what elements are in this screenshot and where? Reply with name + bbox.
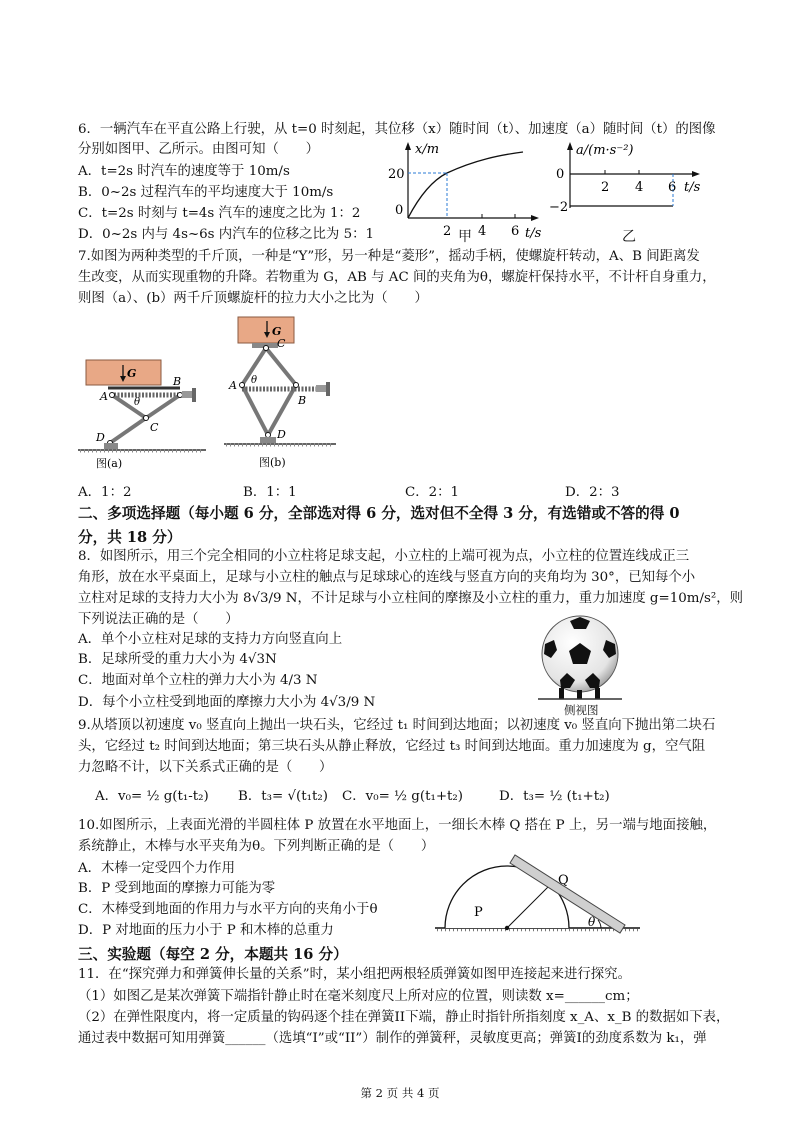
graph-jia-xtick-2: 2 <box>443 224 452 239</box>
q8-figure-caption: 侧视图 <box>564 703 599 717</box>
fig-b-label-b: B <box>298 394 307 407</box>
q9-line3: 力忽略不计，以下关系式正确的是（ ） <box>78 760 333 775</box>
fig-a-label-c: C <box>150 421 159 434</box>
graph-yi <box>548 138 713 228</box>
q9-option-d: D．t₃= ½ (t₁+t₂) <box>499 789 610 804</box>
football-figure <box>530 610 630 710</box>
q11-line4: 通过表中数据可知用弹簧______（选填“I”或“II”）制作的弹簧秤，灵敏度更高；弹簧I的劲度系数为 k₁，弹 <box>78 1031 707 1046</box>
fig-a-label-a: A <box>100 390 108 403</box>
q8-line2: 角形，放在水平桌面上，足球与小立柱的触点与足球球心的连线与竖直方向的夹角均为 30°，已知每个小 <box>78 570 696 585</box>
q7-line1: 7.如图为两种类型的千斤顶，一种是“Y”形，另一种是“菱形”，摇动手柄，使螺旋杆转动，A、B 间距离发 <box>78 249 700 264</box>
graph-yi-xtick-4: 4 <box>635 180 644 195</box>
q9-line1: 9.从塔顶以初速度 v₀ 竖直向上抛出一块石头，它经过 t₁ 时间到达地面；以初速度 v₀ 竖直向下抛出第二块石 <box>78 718 716 733</box>
q11-line1: 11．在“探究弹力和弹簧伸长量的关系”时，某小组把两根轻质弹簧如图甲连接起来进行探究。 <box>78 967 631 982</box>
graph-yi-ylabel: a/(m·s⁻²) <box>576 143 634 158</box>
graph-yi-caption: 乙 <box>622 229 636 245</box>
graph-yi-negtick: −2 <box>549 200 569 215</box>
q6-stem-line2: 分别如图甲、乙所示。由图可知（ ） <box>78 142 320 157</box>
graph-jia-ylabel: x/m <box>415 142 440 157</box>
fig-b-label-a: A <box>229 379 237 392</box>
displacement-curve <box>408 152 523 218</box>
semicylinder-p <box>445 866 569 928</box>
q6-option-b: B．0~2s 过程汽车的平均速度大于 10m/s <box>78 185 334 200</box>
q6-option-a: A．t=2s 时汽车的速度等于 10m/s <box>78 164 290 179</box>
q8-option-b: B．足球所受的重力大小为 4√3N <box>78 652 277 667</box>
q8-option-d: D．每个小立柱受到地面的摩擦力大小为 4√3/9 N <box>78 695 376 710</box>
label-q: Q <box>558 873 569 888</box>
fig-a-label-g: G <box>127 367 137 380</box>
q8-option-a: A．单个小立柱对足球的支持力方向竖直向上 <box>78 632 343 647</box>
fig-b-label-g: G <box>272 325 282 338</box>
q6-option-d: D．0~2s 内与 4s~6s 内汽车的位移之比为 5：1 <box>78 227 375 242</box>
graph-jia-ytick: 20 <box>388 167 405 182</box>
q10-line1: 10.如图所示，上表面光滑的半圆柱体 P 放置在水平地面上，一细长木棒 Q 搭在 P 上，另一端与地面接触， <box>78 818 717 833</box>
section2-heading-line1: 二、多项选择题（每小题 6 分，全部选对得 6 分，选对但不全得 3 分，有选错或不答的得 0 <box>78 505 680 522</box>
section3-heading: 三、实验题（每空 2 分，本题共 16 分） <box>78 946 348 963</box>
jack-figure-a <box>78 355 208 473</box>
graph-yi-xtick-6: 6 <box>668 180 677 195</box>
graph-jia-caption: 甲 <box>458 229 472 245</box>
graph-yi-xlabel: t/s <box>684 180 701 195</box>
q6-stem-line1: 6．一辆汽车在平直公路上行驶，从 t=0 时刻起，其位移（x）随时间（t）、加速度（a）随时间（t）的图像 <box>78 122 716 137</box>
q6-option-c: C．t=2s 时刻与 t=4s 汽车的速度之比为 1：2 <box>78 206 361 221</box>
page-footer: 第 2 页 共 4 页 <box>360 1086 440 1100</box>
q7-option-a: A．1：2 <box>78 485 132 500</box>
label-theta: θ <box>588 915 596 929</box>
q9-option-a: A．v₀= ½ g(t₁-t₂) <box>95 789 209 804</box>
q8-line1: 8．如图所示，用三个完全相同的小立柱将足球支起，小立柱的上端可视为点，小立柱的位置连线成正三 <box>78 549 690 564</box>
q7-option-b: B．1：1 <box>243 485 297 500</box>
graph-yi-zero: 0 <box>556 167 565 182</box>
q11-line2: （1）如图乙是某次弹簧下端指针静止时在毫米刻度尺上所对应的位置，则读数 x=______cm； <box>78 989 639 1004</box>
q8-option-c: C．地面对单个立柱的弹力大小为 4/3 N <box>78 673 318 688</box>
q10-option-c: C．木棒受到地面的作用力与水平方向的夹角小于θ <box>78 902 378 917</box>
fig-a-label-theta: θ <box>134 397 141 408</box>
fig-b-label-theta: θ <box>251 375 258 386</box>
q9-line2: 头，它经过 t₂ 时间到达地面；第三块石头从静止释放，它经过 t₃ 时间到达地面。重力加速度为 g，空气阻 <box>78 739 706 754</box>
graph-jia-xtick-6: 6 <box>511 224 520 239</box>
q9-option-b: B．t₃= √(t₁t₂) <box>238 789 328 804</box>
fig-a-label-b: B <box>173 375 182 388</box>
q10-option-b: B．P 受到地面的摩擦力可能为零 <box>78 881 276 896</box>
fig-b-label-c: C <box>277 337 286 350</box>
fig-b-caption: 图(b) <box>259 456 286 469</box>
semicylinder-rod-figure <box>430 850 645 935</box>
q10-option-a: A．木棒一定受四个力作用 <box>78 861 235 876</box>
q10-line2: 系统静止，木棒与水平夹角为θ。下列判断正确的是（ ） <box>78 839 435 854</box>
graph-jia-xlabel: t/s <box>525 226 542 241</box>
graph-jia-xtick-4: 4 <box>478 224 487 239</box>
q11-line3: （2）在弹性限度内，将一定质量的钩码逐个挂在弹簧II下端，静止时指针所指刻度 x_A、x_B 的数据如下表， <box>78 1010 730 1025</box>
graph-jia-origin: 0 <box>395 203 404 218</box>
q7-option-d: D．2：3 <box>565 485 620 500</box>
fig-a-caption: 图(a) <box>96 457 123 470</box>
fig-b-label-d: D <box>277 428 286 441</box>
q7-option-c: C．2：1 <box>405 485 460 500</box>
q7-line3: 则图（a）、(b）两千斤顶螺旋杆的拉力大小之比为（ ） <box>78 291 428 306</box>
q9-option-c: C．v₀= ½ g(t₁+t₂) <box>342 789 464 804</box>
fig-a-label-d: D <box>96 431 105 444</box>
label-p: P <box>474 905 483 920</box>
graph-yi-xtick-2: 2 <box>601 180 610 195</box>
section2-heading-line2: 分，共 18 分） <box>78 529 182 546</box>
q8-line3: 立柱对足球的支持力大小为 8√3/9 N，不计足球与小立柱间的摩擦及小立柱的重力，重力加速度 g=10m/s²，则 <box>78 591 743 606</box>
q7-line2: 生改变，从而实现重物的升降。若物重为 G，AB 与 AC 间的夹角为θ，螺旋杆保持水平，不计杆自身重力， <box>78 270 716 285</box>
jack-figure-b <box>224 313 339 473</box>
q10-option-d: D．P 对地面的压力小于 P 和木棒的总重力 <box>78 923 334 938</box>
q8-line4: 下列说法正确的是（ ） <box>78 612 239 627</box>
